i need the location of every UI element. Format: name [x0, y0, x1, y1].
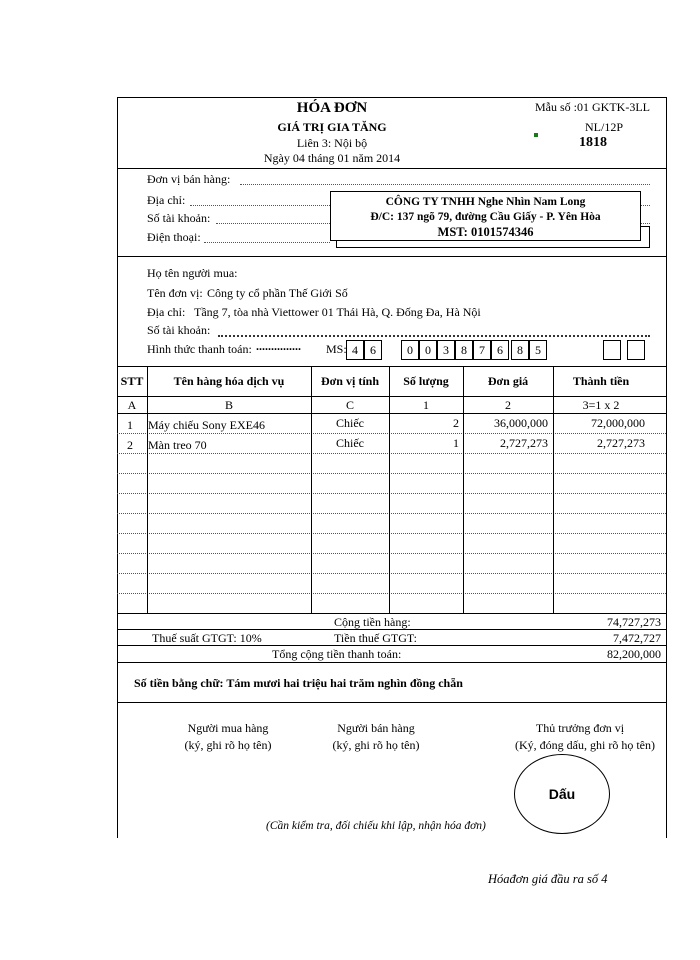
invoice-title: HÓA ĐƠN: [296, 100, 368, 116]
seller-phone-label: Điện thoại:: [147, 230, 201, 244]
table-row-2-name: Màn treo 70: [148, 438, 207, 452]
col-code-a: A: [127, 398, 137, 412]
table-row-2-amount: 2,727,273: [597, 436, 645, 450]
invoice-date: Ngày 04 tháng 01 năm 2014: [263, 151, 401, 165]
buyer-unit-label: Tên đơn vị:: [147, 286, 203, 300]
buyer-unit-value: Công ty cổ phần Thế Giới Số: [207, 286, 348, 300]
table-row-1-amount: 72,000,000: [591, 416, 645, 430]
col-code-c: C: [345, 398, 354, 412]
table-row-2-qty: 1: [453, 436, 459, 450]
goods-total-label: Cộng tiền hàng:: [334, 615, 411, 629]
invoice-subtitle: GIÁ TRỊ GIA TĂNG: [277, 120, 387, 134]
col-header-stt: STT: [120, 374, 144, 388]
table-row-1-stt: 1: [127, 418, 133, 432]
stamp-tax-code: MST: 0101574346: [437, 225, 534, 239]
verification-note: (Cần kiểm tra, đối chiếu khi lập, nhận hóa đơn): [266, 820, 486, 832]
col-header-unit: Đơn vị tính: [321, 374, 379, 388]
company-seal: [514, 754, 610, 834]
tax-code-digit-box: 0: [419, 340, 437, 360]
buyer-name-label: Họ tên người mua:: [147, 266, 238, 280]
amount-in-words: Số tiền bằng chữ: Tám mươi hai triệu hai trăm nghìn đồng chẵn: [134, 676, 463, 690]
tax-code-digit-box: 0: [401, 340, 419, 360]
tax-code-digit-box: 5: [529, 340, 547, 360]
tax-code-label: MS:: [326, 342, 347, 356]
invoice-number: 1818: [579, 135, 607, 150]
col-code-b: B: [224, 398, 233, 412]
form-number: Mẫu số :01 GKTK-3LL: [535, 100, 650, 114]
col-code-1: 1: [423, 398, 429, 412]
company-stamp: [330, 191, 641, 241]
green-mark-icon: [534, 133, 538, 137]
buyer-address-label: Địa chỉ:: [147, 305, 186, 319]
invoice-series: NL/12P: [585, 120, 624, 134]
tax-code-digit-box: 8: [511, 340, 529, 360]
vat-amount-value: 7,472,727: [613, 631, 661, 645]
buyer-signature-note: (ký, ghi rõ họ tên): [184, 738, 272, 752]
head-signature-note: (Ký, đóng dấu, ghi rõ họ tên): [515, 738, 655, 752]
table-row-1-name: Máy chiếu Sony EXE46: [148, 418, 265, 432]
payment-method-value: ...............: [256, 339, 301, 353]
tax-code-digit-box: [627, 340, 645, 360]
buyer-address-value: Tầng 7, tòa nhà Viettower 01 Thái Hà, Q. Đống Đa, Hà Nội: [194, 305, 481, 319]
stamp-company-name: CÔNG TY TNHH Nghe Nhìn Nam Long: [385, 196, 586, 208]
stamp-company-address: Đ/C: 137 ngõ 79, đường Cầu Giấy - P. Yên Hòa: [370, 211, 601, 223]
payment-method-label: Hình thức thanh toán:: [147, 342, 252, 356]
grand-total-label: Tổng cộng tiền thanh toán:: [272, 647, 402, 661]
col-header-item: Tên hàng hóa dịch vụ: [173, 374, 285, 388]
page-caption: Hóađơn giá đầu ra số 4: [488, 872, 608, 886]
buyer-signature-title: Người mua hàng: [187, 721, 269, 735]
head-signature-title: Thủ trưởng đơn vị: [535, 721, 625, 735]
tax-code-digit-box: 3: [437, 340, 455, 360]
col-code-3: 3=1 x 2: [582, 398, 620, 412]
vat-rate-label: Thuế suất GTGT: 10%: [152, 631, 262, 645]
seal-text: Dấu: [548, 786, 576, 802]
col-code-2: 2: [505, 398, 511, 412]
invoice-copy: Liên 3: Nội bộ: [296, 136, 368, 150]
seller-address-label: Địa chỉ:: [147, 193, 186, 207]
vat-amount-label: Tiền thuế GTGT:: [334, 631, 417, 645]
table-row-1-qty: 2: [453, 416, 459, 430]
goods-total-value: 74,727,273: [607, 615, 661, 629]
seller-signature-title: Người bán hàng: [337, 721, 415, 735]
tax-code-digit-box: 6: [491, 340, 509, 360]
col-header-price: Đơn giá: [487, 374, 529, 388]
tax-code-digit-box: [603, 340, 621, 360]
col-header-qty: Số lượng: [403, 374, 449, 388]
table-row-2-stt: 2: [127, 438, 133, 452]
seller-signature-note: (ký, ghi rõ họ tên): [332, 738, 420, 752]
table-row-1-price: 36,000,000: [494, 416, 548, 430]
table-row-2-unit: Chiếc: [336, 436, 364, 450]
seller-unit-label: Đơn vị bán hàng:: [147, 172, 231, 186]
col-header-amount: Thành tiền: [572, 374, 630, 388]
tax-code-digit-box: 4: [346, 340, 364, 360]
tax-code-digit-box: 6: [364, 340, 382, 360]
buyer-account-label: Số tài khoản:: [147, 323, 211, 337]
table-row-1-unit: Chiếc: [336, 416, 364, 430]
grand-total-value: 82,200,000: [607, 647, 661, 661]
table-row-2-price: 2,727,273: [500, 436, 548, 450]
tax-code-digit-box: 8: [455, 340, 473, 360]
tax-code-digit-box: 7: [473, 340, 491, 360]
seller-account-label: Số tài khoản:: [147, 211, 211, 225]
